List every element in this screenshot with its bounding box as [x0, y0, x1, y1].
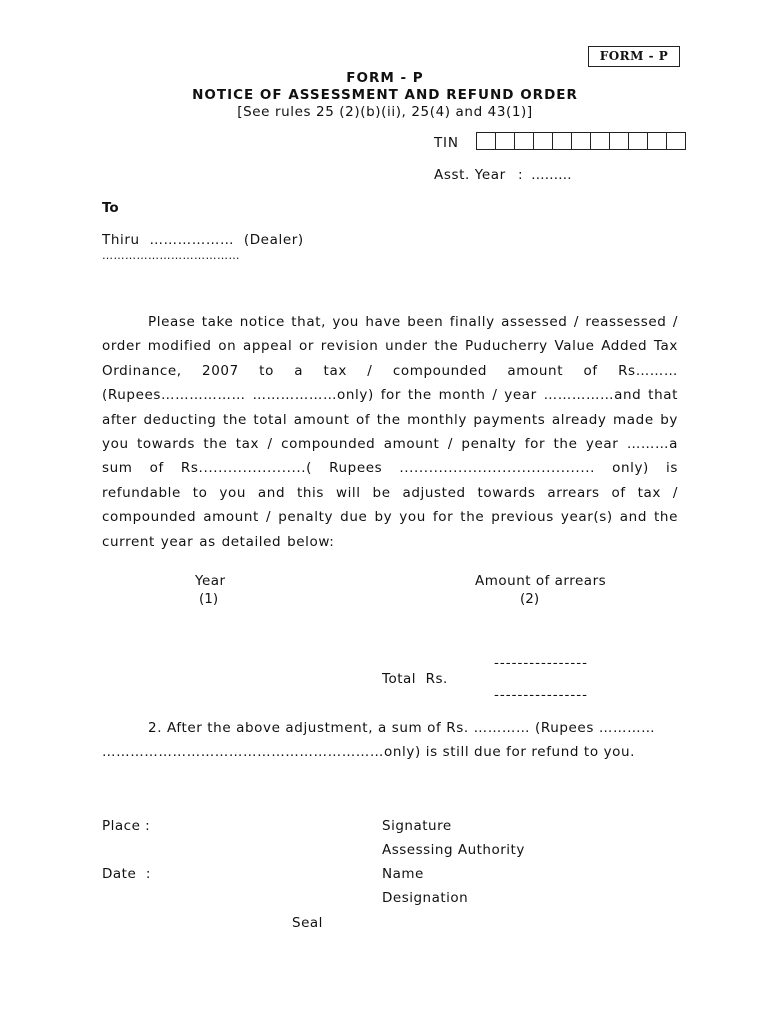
adjustment-line-1: 2. After the above adjustment, a sum of Rs. ………… (Rupees …………: [148, 720, 656, 736]
signature-label: Signature: [382, 818, 452, 834]
paragraph-line: Please take notice that, you have been finally assessed / reassessed /: [148, 314, 678, 330]
place-label: Place :: [102, 818, 151, 834]
paragraph-line: order modified on appeal or revision under the Puducherry Value Added Tax: [102, 338, 678, 355]
paragraph-line: compounded amount / penalty due by you for the previous year(s) and the: [102, 509, 678, 526]
tin-input-grid[interactable]: [476, 132, 686, 150]
paragraph-line: refundable to you and this will be adjusted towards arrears of tax /: [102, 484, 678, 501]
adjustment-line-2: ……………………………………………………only) is still due for refund to you.: [102, 744, 636, 760]
form-title: FORM - P: [346, 70, 424, 86]
asst-year-value: : ………: [518, 167, 572, 183]
form-label-box: FORM - P: [588, 46, 680, 67]
paragraph-line: current year as detailed below:: [102, 533, 335, 550]
asst-year-label: Asst. Year: [434, 167, 506, 183]
dash-line-top: ----------------: [494, 655, 588, 671]
tin-label: TIN: [434, 135, 459, 151]
tin-cell[interactable]: [533, 132, 552, 150]
paragraph-line: Ordinance, 2007 to a tax / compounded amount of Rs………: [102, 362, 678, 379]
seal-label: Seal: [292, 915, 323, 931]
tin-cell[interactable]: [647, 132, 666, 150]
paragraph-line: (Rupees……………… ………………only) for the month / year ……………and that: [102, 387, 678, 404]
rules-reference: [See rules 25 (2)(b)(ii), 25(4) and 43(1)]: [237, 104, 533, 120]
paragraph-line: you towards the tax / compounded amount / penalty for the year ………a: [102, 436, 678, 453]
col-amount-header: Amount of arrears: [475, 573, 607, 589]
col-year-number: (1): [199, 591, 219, 607]
tin-cell[interactable]: [552, 132, 571, 150]
notice-paragraph: [102, 310, 678, 554]
total-label: Total Rs.: [382, 671, 448, 687]
notice-title: NOTICE OF ASSESSMENT AND REFUND ORDER: [192, 87, 578, 103]
tin-cell[interactable]: [609, 132, 628, 150]
tin-cell[interactable]: [495, 132, 514, 150]
tin-cell[interactable]: [571, 132, 590, 150]
to-label: To: [102, 200, 119, 216]
dash-line-bottom: ----------------: [494, 687, 588, 703]
paragraph-line: after deducting the total amount of the monthly payments already made by: [102, 411, 678, 428]
col-amount-number: (2): [520, 591, 540, 607]
tin-cell[interactable]: [590, 132, 609, 150]
name-label: Name: [382, 866, 424, 882]
paragraph-line: sum of Rs......................( Rupees ........................................ only) is: [102, 460, 678, 477]
address-dots: ………………………………: [102, 249, 240, 262]
tin-cell[interactable]: [666, 132, 686, 150]
tin-cell[interactable]: [628, 132, 647, 150]
col-year-header: Year: [195, 573, 226, 589]
designation-label: Designation: [382, 890, 469, 906]
tin-cell[interactable]: [514, 132, 533, 150]
tin-cell[interactable]: [476, 132, 495, 150]
date-label: Date :: [102, 866, 151, 882]
assessing-authority-label: Assessing Authority: [382, 842, 525, 858]
thiru-line: Thiru ……………… (Dealer): [102, 232, 304, 248]
